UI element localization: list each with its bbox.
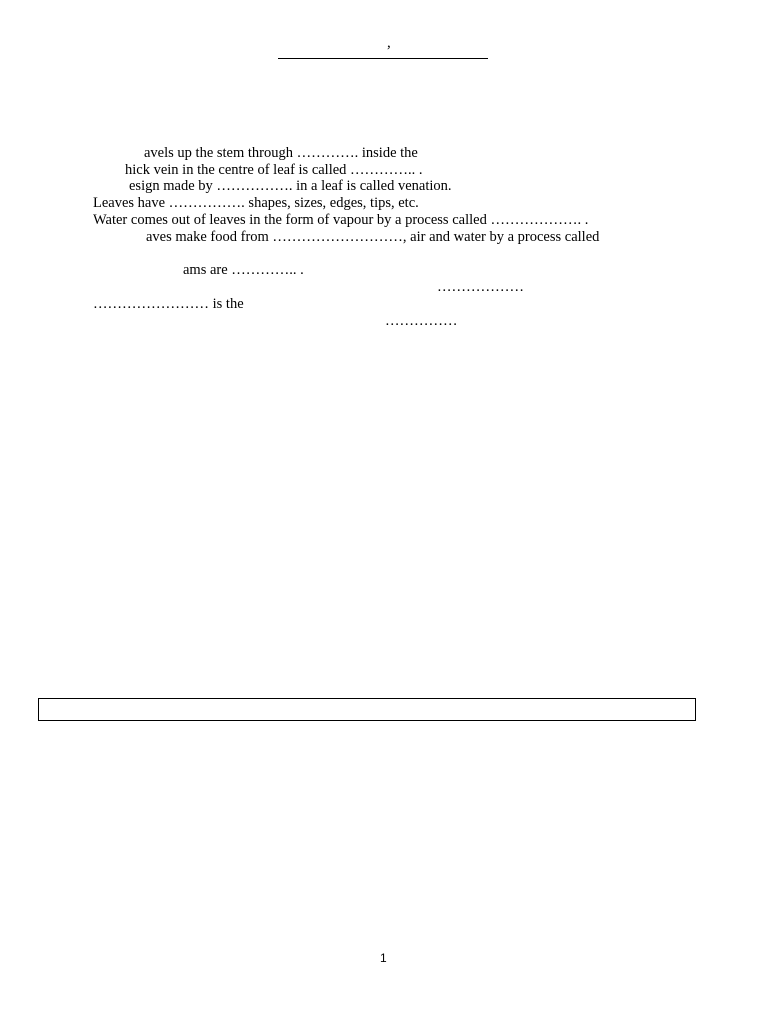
fill-in-line-5: Water comes out of leaves in the form of vapour by a process called ………………. .	[93, 212, 589, 228]
fill-in-line-6: aves make food from ………………………, air and water by a process called	[146, 229, 600, 245]
fill-in-line-2: hick vein in the centre of leaf is called ………….. .	[125, 162, 423, 178]
blank-dots-1: ………………	[437, 279, 524, 295]
fill-in-line-4: Leaves have ……………. shapes, sizes, edges, tips, etc.	[93, 195, 419, 211]
fill-in-line-7: ams are ………….. .	[183, 262, 304, 278]
page-number: 1	[380, 951, 387, 965]
title-underline	[278, 58, 488, 59]
fill-in-line-1: avels up the stem through …………. inside the	[144, 145, 418, 161]
fill-in-line-3: esign made by ……………. in a leaf is called venation.	[129, 178, 452, 194]
fill-in-line-8: …………………… is the	[93, 296, 244, 312]
answer-box	[38, 698, 696, 721]
title-comma: ,	[387, 35, 391, 51]
blank-dots-2: ……………	[385, 313, 458, 329]
